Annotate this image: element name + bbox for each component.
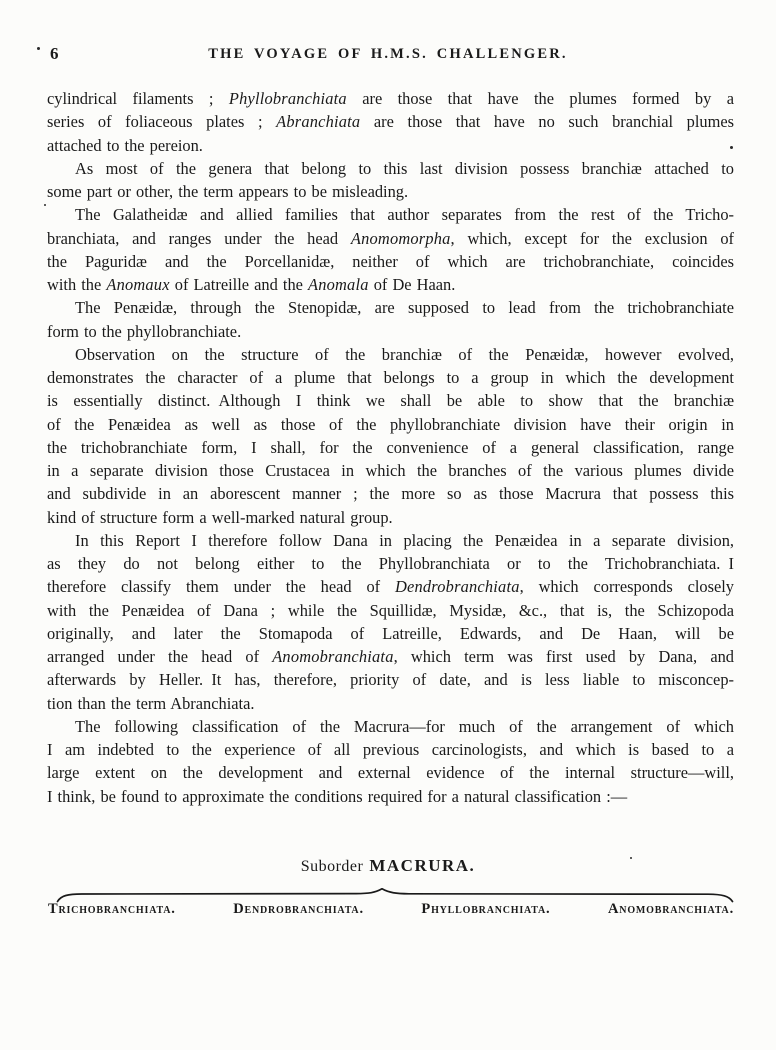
- text-line: In this Report I therefore follow Dana in placing the Penæidea in a separate division,: [75, 530, 734, 550]
- text-line: series of foliaceous plates ; Abranchiata are those that have no such branchial plumes: [47, 112, 734, 132]
- text-line: I think, be found to approximate the conditions required for a natural classification :—: [47, 786, 628, 806]
- body-text: [47, 87, 734, 808]
- text-line: with the Penæidea of Dana ; while the Squillidæ, Mysidæ, &c., that is, the Schizopoda: [47, 600, 734, 620]
- division-label: Phyllobranchiata.: [421, 901, 551, 917]
- suborder-heading: [0, 856, 776, 876]
- scan-speck: [37, 47, 40, 50]
- scan-speck: [730, 146, 733, 149]
- text-line: therefore classify them under the head of Dendrobranchiata, which corresponds closely: [47, 577, 734, 597]
- running-title: THE VOYAGE OF H.M.S. CHALLENGER.: [208, 46, 568, 62]
- text-line: arranged under the head of Anomobranchiata, which term was first used by Dana, and: [47, 647, 734, 666]
- text-line: The following classification of the Macrura—for much of the arrangement of which: [75, 716, 734, 736]
- text-line: branchiata, and ranges under the head Anomomorpha, which, except for the exclusion of: [47, 228, 734, 248]
- text-line: The Galatheidæ and allied families that author separates from the rest of the Tricho-: [75, 205, 734, 225]
- text-line: I am indebted to the experience of all previous carcinologists, and which is based to a: [47, 740, 734, 759]
- text-line: the trichobranchiate form, I shall, for the convenience of a general classification, range: [47, 437, 734, 457]
- division-label: Dendrobranchiata.: [233, 901, 364, 917]
- text-line: As most of the genera that belong to this last division possess branchiæ attached to: [75, 158, 734, 178]
- text-line: some part or other, the term appears to be misleading.: [47, 182, 409, 201]
- division-label: Trichobranchiata.: [48, 901, 176, 917]
- text-line: kind of structure form a well-marked natural group.: [47, 507, 393, 527]
- text-line: as they do not belong either to the Phyllobranchiata or to the Trichobranchiata. I: [47, 554, 734, 573]
- text-line: originally, and later the Stomapoda of Latreille, Edwards, and De Haan, will be: [47, 623, 734, 643]
- text-line: is essentially distinct. Although I think we shall be able to show that the branchiæ: [47, 391, 734, 411]
- text-line: Observation on the structure of the branchiæ of the Penæidæ, however evolved,: [75, 344, 734, 364]
- text-line: form to the phyllobranchiate.: [47, 321, 242, 341]
- text-line: in a separate division those Crustacea in which the branches of the various plumes divide: [47, 461, 734, 480]
- suborder-name: MACRURA.: [369, 856, 476, 875]
- text-line: of the Penæidea as well as those of the phyllobranchiate division have their origin in: [47, 414, 734, 434]
- text-line: attached to the pereion.: [47, 135, 203, 155]
- text-line: tion than the term Abranchiata.: [47, 693, 255, 713]
- page-number: 6: [50, 44, 60, 63]
- text-line: and subdivide in an aborescent manner ; the more so as those Macrura that possess this: [47, 484, 734, 504]
- suborder-prefix: Suborder: [300, 858, 364, 875]
- text-line: afterwards by Heller. It has, therefore, priority of date, and is less liable to misconcep-: [47, 670, 734, 690]
- running-header: [0, 44, 776, 66]
- text-line: demonstrates the character of a plume that belongs to a group in which the development: [47, 368, 734, 387]
- division-label: Anomobranchiata.: [608, 901, 734, 917]
- text-line: The Penæidæ, through the Stenopidæ, are supposed to lead from the trichobranchiate: [75, 298, 734, 318]
- scan-speck: [630, 857, 632, 859]
- text-line: with the Anomaux of Latreille and the Anomala of De Haan.: [47, 275, 456, 294]
- text-line: large extent on the development and external evidence of the internal structure—will,: [47, 763, 734, 783]
- division-row: [48, 901, 734, 918]
- scan-speck: [44, 204, 46, 206]
- text-line: cylindrical filaments ; Phyllobranchiata are those that have the plumes formed by a: [47, 89, 734, 108]
- text-line: the Paguridæ and the Porcellanidæ, neither of which are trichobranchiate, coincides: [47, 251, 734, 271]
